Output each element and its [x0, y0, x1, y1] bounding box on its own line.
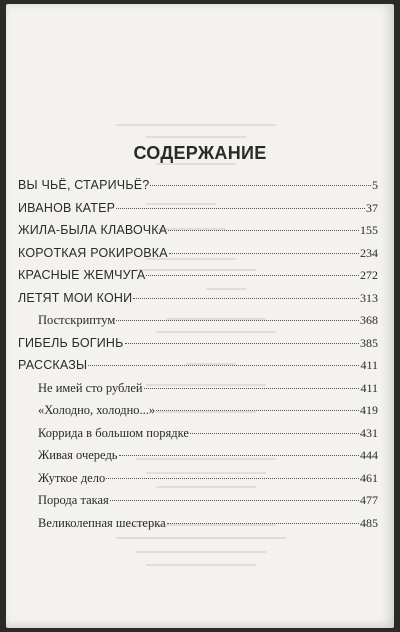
toc-entry-title: ЖИЛА-БЫЛА КЛАВОЧКА: [18, 223, 168, 237]
toc-entry-page: 485: [360, 515, 378, 530]
toc-entry[interactable]: [18, 291, 378, 314]
toc-entry-page: 385: [360, 335, 378, 350]
dot-leader: [169, 253, 359, 254]
toc-entry-page: 444: [360, 448, 378, 462]
toc-entry-title: Жуткое дело: [38, 470, 106, 485]
toc-entry[interactable]: [18, 358, 378, 381]
dot-leader: [125, 343, 359, 344]
dot-leader: [116, 320, 359, 321]
toc-entry-title: «Холодно, холодно...»: [38, 403, 156, 417]
toc-subentry[interactable]: [18, 426, 378, 449]
toc-entry-page: 419: [360, 403, 378, 417]
toc-entry-page: 368: [360, 313, 378, 327]
toc-entry-page: 313: [360, 290, 378, 305]
toc-entry-page: 411: [360, 358, 378, 372]
toc-entry-title: Постскриптум: [38, 313, 116, 327]
toc-entry-page: 234: [360, 245, 378, 260]
toc-entry-title: ГИБЕЛЬ БОГИНЬ: [18, 335, 124, 350]
dot-leader: [116, 208, 365, 209]
dot-leader: [150, 185, 371, 186]
dot-leader: [119, 455, 359, 456]
toc-entry-page: 431: [360, 425, 378, 440]
toc-subentry[interactable]: [18, 381, 378, 404]
dot-leader: [146, 275, 359, 276]
dot-leader: [133, 298, 359, 299]
toc-entry-page: 155: [360, 223, 378, 237]
toc-entry-title: Коррида в большом порядке: [38, 425, 189, 440]
book-page: [6, 4, 394, 628]
toc-subentry[interactable]: [18, 516, 378, 539]
contents-heading: СОДЕРЖАНИЕ: [133, 143, 267, 163]
toc-entry[interactable]: [18, 268, 378, 291]
dot-leader: [144, 388, 360, 389]
toc-subentry[interactable]: [18, 471, 378, 494]
toc-subentry[interactable]: [18, 448, 378, 471]
toc-entry-title: Порода такая: [38, 493, 109, 507]
dot-leader: [168, 230, 359, 231]
table-of-contents: [18, 178, 378, 538]
toc-entry-title: Великолепная шестерка: [38, 515, 166, 530]
toc-entry-page: 5: [372, 178, 378, 192]
toc-subentry[interactable]: [18, 403, 378, 426]
dot-leader: [156, 410, 359, 411]
toc-entry[interactable]: [18, 246, 378, 269]
toc-entry[interactable]: [18, 336, 378, 359]
toc-entry-title: Не имей сто рублей: [38, 380, 143, 395]
dot-leader: [167, 523, 359, 524]
toc-entry-title: КРАСНЫЕ ЖЕМЧУГА: [18, 268, 146, 282]
dot-leader: [106, 478, 359, 479]
toc-entry-title: РАССКАЗЫ: [18, 358, 88, 372]
toc-entry-title: Живая очередь: [38, 448, 118, 462]
toc-entry-title: ВЫ ЧЬЁ, СТАРИЧЬЁ?: [18, 178, 150, 192]
toc-entry[interactable]: [18, 178, 378, 201]
toc-subentry[interactable]: [18, 313, 378, 336]
toc-subentry[interactable]: [18, 493, 378, 516]
dot-leader: [88, 365, 359, 366]
toc-entry-page: 411: [360, 380, 378, 395]
toc-entry-page: 477: [360, 493, 378, 507]
toc-entry-page: 272: [360, 268, 378, 282]
toc-entry-title: КОРОТКАЯ РОКИРОВКА: [18, 245, 168, 260]
dot-leader: [110, 500, 359, 501]
toc-entry[interactable]: [18, 201, 378, 224]
toc-entry-title: ЛЕТЯТ МОИ КОНИ: [18, 290, 133, 305]
toc-entry[interactable]: [18, 223, 378, 246]
toc-entry-page: 461: [360, 470, 378, 485]
toc-entry-page: 37: [366, 200, 378, 215]
dot-leader: [190, 433, 359, 434]
toc-entry-title: ИВАНОВ КАТЕР: [18, 200, 116, 215]
